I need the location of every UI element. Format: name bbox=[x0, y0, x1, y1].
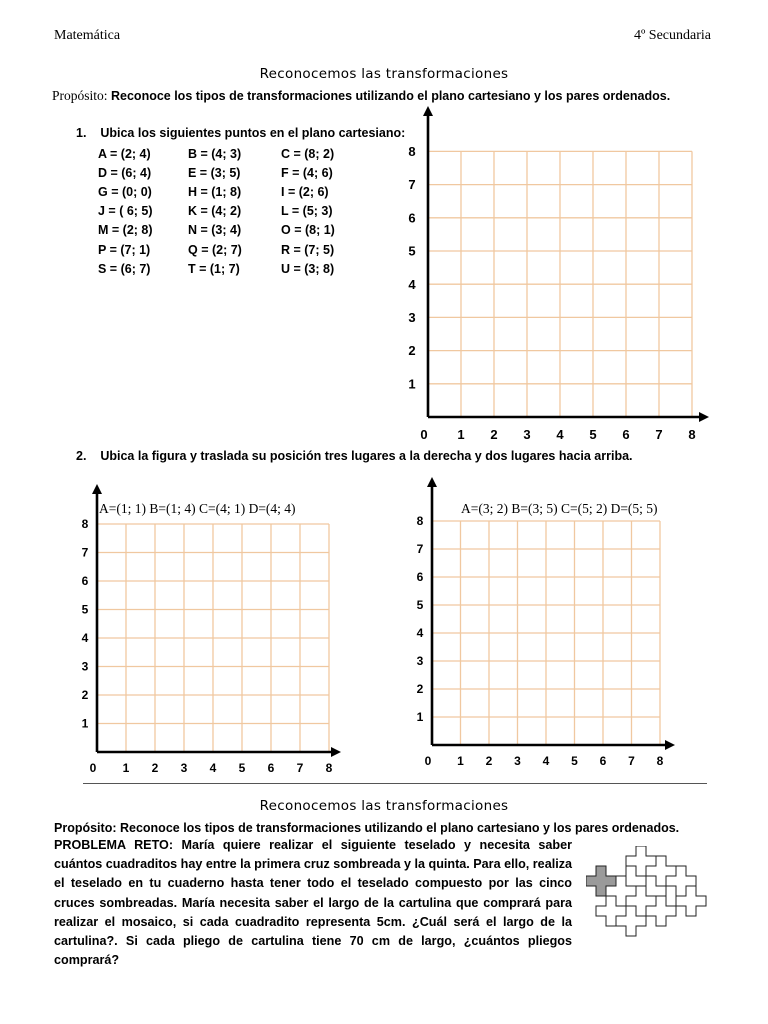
figure-right-coordinates: A=(3; 2) B=(3; 5) C=(5; 2) D=(5; 5) bbox=[461, 501, 658, 516]
y-tick-label: 1 bbox=[408, 376, 416, 392]
x-tick-label: 8 bbox=[688, 427, 696, 442]
x-tick-label: 5 bbox=[238, 761, 246, 775]
x-tick-label: 8 bbox=[656, 754, 664, 768]
cartesian-grid-3 bbox=[417, 477, 675, 768]
point-H: H = (1; 8) bbox=[188, 184, 242, 199]
purpose2-text: Reconoce los tipos de transformaciones utilizando el plano cartesiano y los pares ordenados. bbox=[119, 821, 680, 835]
y-tick-label: 1 bbox=[81, 716, 89, 731]
question-2-number: 2. bbox=[76, 449, 87, 463]
section2-title: Reconocemos las transformaciones bbox=[259, 798, 509, 814]
point-M: M = (2; 8) bbox=[98, 223, 153, 238]
x-axis-arrow bbox=[665, 740, 675, 750]
purpose-label: Propósito: bbox=[52, 88, 108, 103]
point-N: N = (3; 4) bbox=[188, 223, 242, 238]
y-axis-arrow bbox=[423, 106, 433, 116]
purpose-text: Reconoce los tipos de transformaciones utilizando el plano cartesiano y los pares ordenados. bbox=[111, 89, 671, 103]
x-tick-label: 2 bbox=[151, 761, 159, 775]
challenge-problem bbox=[54, 836, 572, 970]
x-tick-label: 7 bbox=[628, 754, 635, 768]
y-tick-label: 8 bbox=[408, 143, 416, 159]
point-D: D = (6; 4) bbox=[98, 165, 152, 180]
y-tick-label: 3 bbox=[408, 309, 416, 325]
x-axis-arrow bbox=[331, 747, 341, 757]
question-1-text: Ubica los siguientes puntos en el plano cartesiano: bbox=[100, 126, 406, 140]
y-tick-label: 6 bbox=[408, 210, 416, 226]
point-Q: Q = (2; 7) bbox=[188, 242, 242, 257]
y-tick-label: 2 bbox=[408, 343, 416, 359]
point-G: G = (0; 0) bbox=[98, 184, 152, 199]
point-P: P = (7; 1) bbox=[98, 242, 151, 257]
header-grade: 4º Secundaria bbox=[633, 28, 711, 43]
x-tick-label: 8 bbox=[325, 761, 333, 775]
purpose2-label: Propósito: bbox=[54, 821, 117, 835]
section1-title: Reconocemos las transformaciones bbox=[259, 66, 509, 82]
y-tick-label: 4 bbox=[408, 276, 416, 292]
point-R: R = (7; 5) bbox=[281, 242, 335, 257]
x-tick-label: 5 bbox=[571, 754, 578, 768]
point-U: U = (3; 8) bbox=[281, 261, 335, 276]
point-C: C = (8; 2) bbox=[281, 146, 335, 161]
y-tick-label: 5 bbox=[416, 598, 424, 613]
question-2-text: Ubica la figura y traslada su posición tres lugares a la derecha y dos lugares hacia arriba. bbox=[100, 449, 633, 463]
y-tick-label: 7 bbox=[81, 545, 89, 560]
cartesian-grid-1 bbox=[408, 106, 709, 442]
x-tick-label: 1 bbox=[457, 754, 464, 768]
point-B: B = (4; 3) bbox=[188, 146, 242, 161]
point-A: A = (2; 4) bbox=[98, 146, 151, 161]
y-tick-label: 8 bbox=[81, 517, 89, 532]
figure-left-coordinates: A=(1; 1) B=(1; 4) C=(4; 1) D=(4; 4) bbox=[99, 501, 296, 516]
x-tick-label: 3 bbox=[514, 754, 521, 768]
y-tick-label: 6 bbox=[81, 574, 89, 589]
x-tick-label: 3 bbox=[180, 761, 188, 775]
challenge-label: PROBLEMA RETO: bbox=[54, 838, 174, 852]
y-tick-label: 2 bbox=[81, 688, 89, 703]
x-tick-label: 1 bbox=[122, 761, 130, 775]
question-2 bbox=[76, 449, 633, 463]
divider bbox=[83, 783, 707, 784]
y-tick-label: 4 bbox=[81, 631, 89, 646]
point-I: I = (2; 6) bbox=[281, 184, 329, 199]
y-tick-label: 5 bbox=[81, 602, 89, 617]
y-tick-label: 7 bbox=[416, 542, 424, 557]
point-L: L = (5; 3) bbox=[281, 204, 333, 219]
x-tick-label: 7 bbox=[296, 761, 304, 775]
point-O: O = (8; 1) bbox=[281, 223, 335, 238]
y-tick-label: 5 bbox=[408, 243, 416, 259]
x-tick-label: 0 bbox=[424, 754, 432, 768]
question-1-number: 1. bbox=[76, 126, 87, 140]
point-E: E = (3; 5) bbox=[188, 165, 241, 180]
x-tick-label: 0 bbox=[420, 427, 428, 442]
header-subject: Matemática bbox=[54, 28, 121, 43]
y-axis-arrow bbox=[427, 477, 437, 487]
y-tick-label: 3 bbox=[416, 654, 424, 669]
x-tick-label: 2 bbox=[485, 754, 493, 768]
x-tick-label: 0 bbox=[89, 761, 97, 775]
x-tick-label: 5 bbox=[589, 427, 597, 442]
x-tick-label: 6 bbox=[622, 427, 630, 442]
y-tick-label: 2 bbox=[416, 682, 424, 697]
point-S: S = (6; 7) bbox=[98, 261, 151, 276]
y-tick-label: 4 bbox=[416, 626, 424, 641]
x-axis-arrow bbox=[699, 412, 709, 422]
point-T: T = (1; 7) bbox=[188, 261, 240, 276]
point-J: J = ( 6; 5) bbox=[98, 204, 153, 219]
x-tick-label: 4 bbox=[209, 761, 217, 775]
challenge-text: María quiere realizar el siguiente teselado y necesita saber cuántos cuadraditos hay entre la primera cruz sombreada y la quinta. Para ello, realiza el teselado en tu cuaderno hasta tener todo el teselado compuesto por las cinco cruces sombreadas. María necesita saber el largo de la cartulina que comprará para realizar el mosaico, si cada cuadradito representa 5cm. ¿Cuál será el largo de la cartulina?. Si cada pliego de cartulina tiene 70 cm de largo, ¿cuántos pliegos comprará? bbox=[54, 838, 573, 968]
x-tick-label: 2 bbox=[490, 427, 498, 442]
x-tick-label: 6 bbox=[267, 761, 275, 775]
x-tick-label: 1 bbox=[457, 427, 465, 442]
x-tick-label: 6 bbox=[599, 754, 607, 768]
x-tick-label: 4 bbox=[542, 754, 550, 768]
y-axis-arrow bbox=[92, 484, 102, 494]
point-F: F = (4; 6) bbox=[281, 165, 333, 180]
y-tick-label: 6 bbox=[416, 570, 424, 585]
cartesian-grid-2 bbox=[82, 484, 341, 775]
y-tick-label: 1 bbox=[416, 710, 424, 725]
point-K: K = (4; 2) bbox=[188, 204, 242, 219]
x-tick-label: 7 bbox=[655, 427, 663, 442]
y-tick-label: 3 bbox=[81, 659, 89, 674]
tessellation-image bbox=[586, 846, 712, 946]
x-tick-label: 3 bbox=[523, 427, 531, 442]
x-tick-label: 4 bbox=[556, 427, 564, 442]
y-tick-label: 8 bbox=[416, 514, 424, 529]
section2-purpose bbox=[54, 821, 679, 835]
y-tick-label: 7 bbox=[408, 177, 416, 193]
